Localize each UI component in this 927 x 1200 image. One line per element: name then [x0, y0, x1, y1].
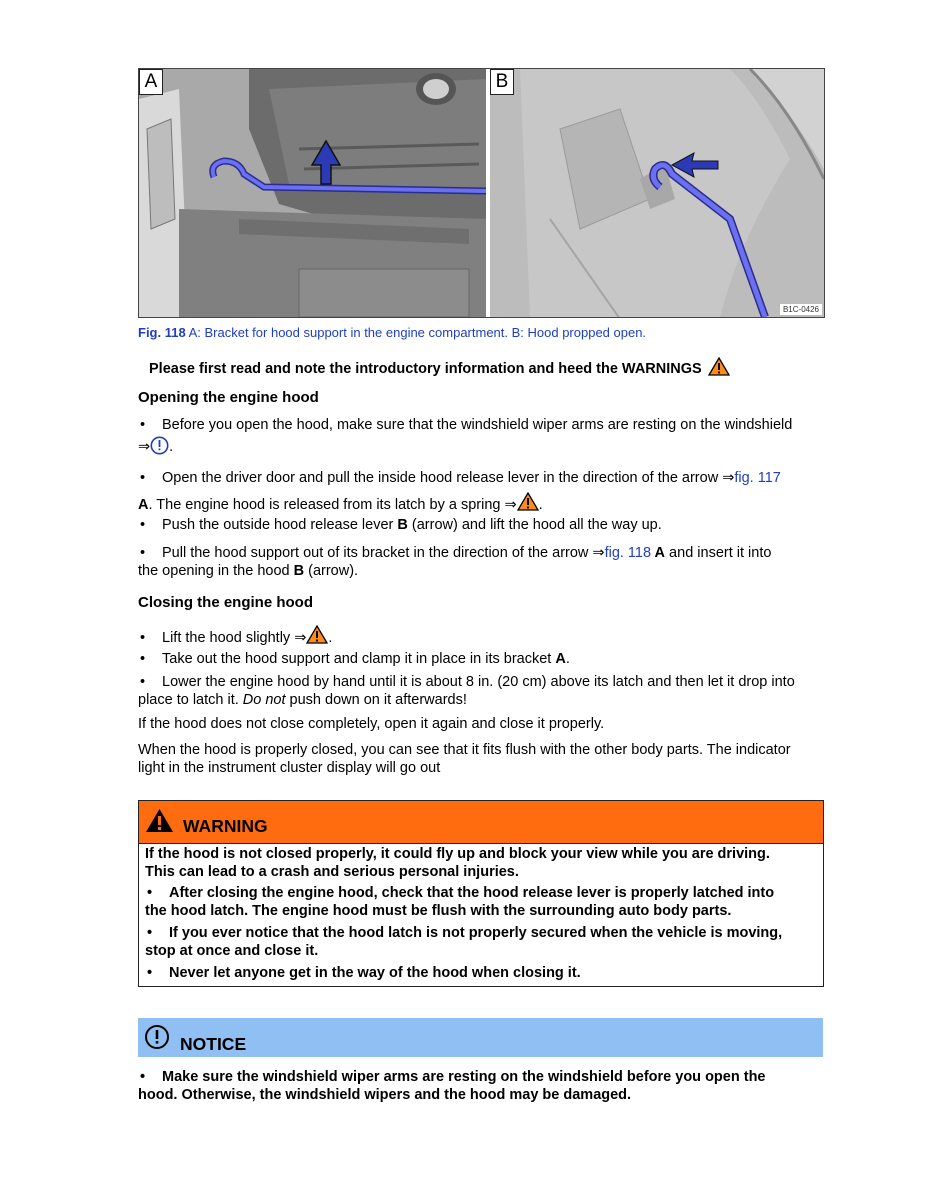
bold-ref-b: B	[293, 563, 305, 579]
caption-text: A: Bracket for hood support in the engine compartment. B: Hood propped open.	[185, 325, 647, 340]
closing-item-2	[138, 650, 570, 668]
closing-item-3	[138, 673, 795, 691]
opening-item-3	[138, 516, 662, 534]
caption-ref: Fig. 118	[138, 325, 186, 340]
opening-item-2-cont	[138, 492, 543, 514]
warning-bullet-3-text: Never let anyone get in the way of the hood when closing it.	[169, 965, 581, 981]
notice-body	[138, 1068, 766, 1104]
figure-panel-a	[139, 69, 486, 317]
figure-118	[138, 68, 825, 318]
warning-bullet-2-line2: stop at once and close it.	[145, 942, 319, 959]
warning-triangle-icon[interactable]	[517, 492, 539, 511]
notice-line2: hood. Otherwise, the windshield wipers and the hood may be damaged.	[138, 1087, 632, 1103]
bullet	[138, 651, 162, 667]
warning-bullet-2	[145, 925, 817, 960]
opening-item-3-text: Push the outside hood release lever	[162, 517, 398, 533]
opening-item-4	[138, 544, 771, 562]
warning-triangle-icon[interactable]	[708, 357, 730, 376]
warning-bullet-1-line1: After closing the engine hood, check that the hood release lever is properly latched into	[169, 885, 775, 901]
opening-item-4-rest: and insert it into	[665, 545, 772, 561]
closing-item-1	[138, 625, 332, 647]
closing-paragraph-2-line1: When the hood is properly closed, you can see that it fits flush with the other body parts. The indicator	[138, 742, 791, 758]
opening-item-2	[138, 469, 781, 487]
bold-ref-a: A	[651, 545, 666, 561]
warning-bullet-2-line1: If you ever notice that the hood latch is not properly secured when the vehicle is moving,	[169, 925, 783, 941]
bold-ref-a: A	[555, 651, 566, 667]
figure-panel-b	[490, 69, 824, 317]
bullet	[138, 1069, 162, 1085]
image-code: B1C-0426	[780, 304, 822, 315]
warning-triangle-icon[interactable]	[306, 625, 328, 644]
warning-lead-line2: This can lead to a crash and serious personal injuries.	[145, 863, 519, 880]
notice-line1: Make sure the windshield wiper arms are resting on the windshield before you open the	[162, 1069, 766, 1085]
bullet	[145, 965, 169, 981]
bullet	[145, 925, 169, 941]
period: .	[565, 651, 570, 667]
opening-item-4-text: Pull the hood support out of its bracket in the direction of the arrow ⇒	[162, 545, 605, 561]
closing-item-3-cont	[138, 691, 467, 709]
warning-box	[138, 800, 824, 987]
bullet	[138, 674, 162, 690]
bullet	[138, 630, 162, 646]
fig-117-link[interactable]: fig. 117	[734, 470, 781, 486]
warning-title: WARNING	[183, 816, 268, 836]
engine-compartment-illustration	[139, 69, 486, 317]
closing-item-3-line2: place to latch it.	[138, 692, 243, 708]
warning-triangle-icon	[145, 808, 174, 833]
emphasis-do-not: Do not	[242, 692, 286, 708]
opening-item-1-text: Before you open the hood, make sure that the windshield wiper arms are resting on the windshield	[162, 417, 793, 433]
warning-bullet-1-line2: the hood latch. The engine hood must be flush with the surrounding auto body parts.	[145, 902, 732, 919]
closing-item-2-text: Take out the hood support and clamp it in place in its bracket	[162, 651, 556, 667]
warning-lead-line1: If the hood is not closed properly, it could fly up and block your view while you are driving.	[145, 846, 770, 862]
bullet	[138, 517, 162, 533]
closing-item-3-line1: Lower the engine hood by hand until it is about 8 in. (20 cm) above its latch and then let it drop into	[162, 674, 795, 690]
opening-item-2-rest: . The engine hood is released from its latch by a spring ⇒	[148, 497, 517, 513]
notice-circle-icon	[144, 1024, 170, 1050]
bold-ref-b: B	[397, 517, 408, 533]
opening-item-4-line2: the opening in the hood	[138, 563, 294, 579]
notice-header	[138, 1018, 823, 1057]
period: .	[169, 439, 174, 455]
bullet	[138, 417, 162, 433]
bullet	[138, 545, 162, 561]
warning-bullet-3	[145, 965, 817, 983]
notice-title: NOTICE	[180, 1034, 247, 1054]
closing-paragraph-2-line2: light in the instrument cluster display will go out	[138, 760, 441, 776]
period: .	[328, 630, 333, 646]
bold-ref-a: A	[138, 497, 149, 513]
opening-item-4-cont	[138, 562, 358, 580]
opening-heading: Opening the engine hood	[138, 389, 319, 406]
closing-heading: Closing the engine hood	[138, 594, 313, 611]
arrow-symbol: ⇒	[138, 439, 151, 455]
panel-a-label: A	[139, 69, 163, 95]
intro-note	[149, 357, 730, 378]
opening-item-4-end: (arrow).	[304, 563, 359, 579]
closing-paragraph-1: If the hood does not close completely, open it again and close it properly.	[138, 716, 605, 732]
opening-item-2-text: Open the driver door and pull the inside hood release lever in the direction of the arrow ⇒	[162, 470, 735, 486]
closing-item-3-end: push down on it afterwards!	[285, 692, 467, 708]
period: .	[538, 497, 543, 513]
bullet	[138, 470, 162, 486]
figure-caption	[138, 324, 646, 341]
warning-lead	[145, 846, 817, 881]
bullet	[145, 885, 169, 901]
opening-item-1-cont	[138, 436, 173, 456]
opening-item-3-rest: (arrow) and lift the hood all the way up.	[407, 517, 662, 533]
warning-bullet-1	[145, 885, 817, 920]
closing-item-1-text: Lift the hood slightly ⇒	[162, 630, 307, 646]
hood-propped-illustration	[490, 69, 824, 317]
intro-text: Please first read and note the introductory information and heed the WARNINGS	[149, 361, 702, 377]
warning-header	[139, 801, 823, 844]
notice-circle-icon[interactable]	[150, 436, 169, 455]
fig-118-link[interactable]: fig. 118	[604, 545, 652, 561]
panel-b-label: B	[490, 69, 514, 95]
opening-item-1	[138, 416, 792, 434]
